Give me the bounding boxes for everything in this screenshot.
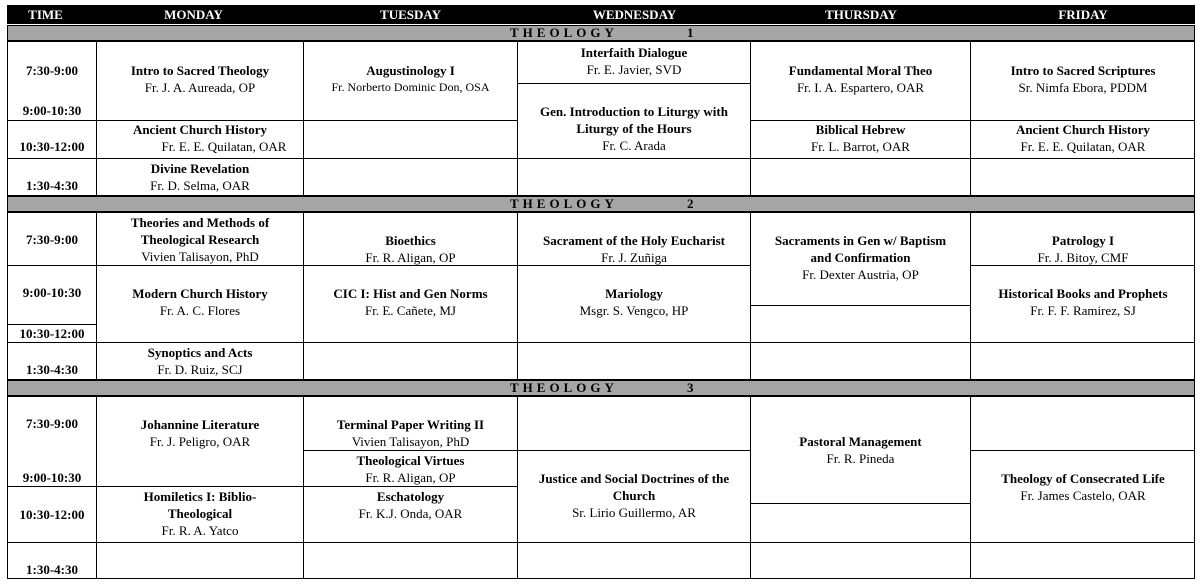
course-cell: [304, 232, 517, 266]
course-professor: Vivien Talisayon, PhD: [351, 434, 470, 449]
band-number: 2: [687, 196, 694, 211]
course-professor: Fr. C. Arada: [602, 138, 666, 153]
course-professor: Fr. Dexter Austria, OP: [802, 267, 919, 282]
row-line: [303, 158, 517, 159]
course-title: Divine Revelation: [150, 161, 250, 176]
course-professor: Fr. E. E. Quilatan, OAR: [1020, 139, 1146, 154]
course-cell: [97, 214, 303, 265]
course-title: Eschatology: [376, 489, 445, 504]
course-professor: Fr. E. Cañete, MJ: [365, 303, 456, 318]
band-theology-1: [7, 25, 1195, 41]
course-professor: Fr. D. Ruiz, SCJ: [157, 362, 243, 377]
course-title: Justice and Social Doctrines of the: [538, 471, 730, 486]
header-tuesday: TUESDAY: [303, 5, 518, 24]
row-line: [303, 486, 517, 487]
course-title: Ancient Church History: [1015, 122, 1151, 137]
course-professor: Fr. R. Pineda: [826, 451, 895, 466]
course-professor: Fr. James Castelo, OAR: [1020, 488, 1146, 503]
band-number: 3: [687, 380, 694, 395]
row-line: [970, 450, 1195, 451]
band-theology-2: [7, 196, 1195, 212]
course-cell: [751, 62, 970, 96]
band-label: THEOLOGY: [510, 25, 618, 40]
header-thursday: THURSDAY: [751, 5, 971, 24]
time-slot: 7:30-9:00: [26, 416, 78, 431]
row-line: [750, 158, 1195, 159]
course-professor: Fr. J. Peligro, OAR: [149, 434, 251, 449]
time-slot: 1:30-4:30: [26, 362, 78, 377]
course-title: Synoptics and Acts: [147, 345, 253, 360]
course-title: Intro to Sacred Theology: [130, 63, 270, 78]
course-title: Homiletics I: Biblio-: [143, 489, 257, 504]
course-title: Theological: [167, 506, 233, 521]
course-cell: [971, 232, 1195, 266]
row-line: [517, 158, 750, 159]
course-cell: [97, 121, 303, 155]
course-cell: [97, 160, 303, 194]
course-title: Biblical Hebrew: [815, 122, 906, 137]
row-line: [750, 503, 970, 504]
course-title: Theological Virtues: [356, 453, 465, 468]
row-line: [303, 450, 517, 451]
course-title: Fundamental Moral Theo: [788, 63, 933, 78]
course-cell: [304, 416, 517, 450]
course-professor: Fr. J. Bitoy, CMF: [1037, 250, 1129, 265]
time-slot: 9:00-10:30: [22, 285, 82, 300]
course-title: Terminal Paper Writing II: [336, 417, 485, 432]
course-title: Johannine Literature: [140, 417, 260, 432]
row-line: [970, 542, 1195, 543]
course-professor: Sr. Lirio Guillermo, AR: [572, 505, 696, 520]
course-cell: [751, 121, 970, 155]
course-cell: [971, 285, 1195, 319]
row-line: [303, 120, 517, 121]
course-title: Mariology: [605, 286, 663, 301]
course-professor: Msgr. S. Vengco, HP: [579, 303, 689, 318]
course-title: Theology of Consecrated Life: [1001, 471, 1165, 486]
time-slot: 1:30-4:30: [26, 178, 78, 193]
header-wednesday: WEDNESDAY: [518, 5, 751, 24]
course-title: Sacraments in Gen w/ Baptism: [774, 233, 947, 248]
course-professor: Fr. J. Zuñiga: [601, 250, 667, 265]
time-slot: 9:00-10:30: [22, 103, 82, 118]
course-cell: [518, 103, 750, 154]
course-cell: [971, 470, 1195, 504]
course-professor: Fr. L. Barrot, OAR: [811, 139, 910, 154]
row-line: [750, 542, 970, 543]
row-line: [517, 83, 750, 84]
course-title: Liturgy of the Hours: [576, 121, 692, 136]
course-cell: [97, 344, 303, 378]
time-slot: 10:30-12:00: [19, 326, 85, 341]
course-cell: [97, 62, 303, 96]
course-title: CIC I: Hist and Gen Norms: [333, 286, 488, 301]
time-slot: 9:00-10:30: [22, 470, 82, 485]
course-title: Augustinology I: [366, 63, 455, 78]
header-monday: MONDAY: [84, 5, 303, 24]
course-professor: Sr. Nimfa Ebora, PDDM: [1018, 80, 1148, 95]
course-cell: [304, 285, 517, 319]
course-cell: [751, 232, 970, 283]
course-professor: Fr. K.J. Onda, OAR: [358, 506, 463, 521]
course-professor: Fr. R. Aligan, OP: [365, 470, 456, 485]
course-title: Theological Research: [140, 232, 260, 247]
col-line: [750, 396, 751, 579]
row-line: [7, 342, 750, 343]
time-slot: 10:30-12:00: [19, 507, 85, 522]
row-line: [750, 305, 970, 306]
course-professor: Fr. E. Javier, SVD: [586, 62, 682, 77]
course-title: Sacrament of the Holy Eucharist: [543, 233, 725, 248]
course-cell: [304, 488, 517, 522]
row-line: [7, 542, 517, 543]
band-label: THEOLOGY: [510, 196, 618, 211]
course-professor: Fr. D. Selma, OAR: [150, 178, 250, 193]
band-label: THEOLOGY: [510, 380, 618, 395]
course-professor: Fr. F. F. Ramirez, SJ: [1030, 303, 1136, 318]
row-line: [517, 450, 750, 451]
row-line: [517, 542, 750, 543]
course-title: Church: [612, 488, 656, 503]
header-time: TIME: [7, 5, 84, 24]
course-cell: [518, 44, 750, 78]
course-title: Modern Church History: [132, 286, 268, 301]
course-professor: Fr. R. A. Yatco: [161, 523, 239, 538]
course-title: Ancient Church History: [132, 122, 268, 137]
time-slot: 7:30-9:00: [26, 232, 78, 247]
course-cell: [304, 62, 517, 96]
course-cell: [971, 121, 1195, 155]
course-title: Pastoral Management: [799, 434, 922, 449]
course-title: Historical Books and Prophets: [998, 286, 1168, 301]
time-slot: 7:30-9:00: [26, 63, 78, 78]
course-cell: [751, 433, 970, 467]
course-professor: Fr. Norberto Dominic Don, OSA: [331, 80, 490, 94]
course-cell: [97, 416, 303, 450]
course-professor: Fr. A. C. Flores: [159, 303, 241, 318]
header-friday: FRIDAY: [971, 5, 1195, 24]
row-line: [750, 342, 1195, 343]
course-cell: [97, 285, 303, 319]
band-number: 1: [687, 25, 694, 40]
course-cell: [971, 62, 1195, 96]
time-slot: 1:30-4:30: [26, 562, 78, 577]
course-title: Intro to Sacred Scriptures: [1010, 63, 1156, 78]
course-title: Patrology I: [1051, 233, 1115, 248]
course-professor: Fr. J. A. Aureada, OP: [144, 80, 256, 95]
course-title: Bioethics: [385, 233, 436, 248]
course-professor: Fr. R. Aligan, OP: [365, 250, 456, 265]
course-professor: Fr. E. E. Quilatan, OAR: [161, 139, 287, 154]
row-line: [7, 158, 303, 159]
course-cell: [518, 470, 750, 521]
course-cell: [97, 488, 303, 539]
course-professor: Fr. I. A. Espartero, OAR: [796, 80, 925, 95]
course-cell: [518, 285, 750, 319]
course-title: Theories and Methods of: [130, 215, 270, 230]
row-line: [7, 324, 96, 325]
course-title: and Confirmation: [810, 250, 911, 265]
band-theology-3: [7, 380, 1195, 396]
course-professor: Vivien Talisayon, PhD: [141, 249, 259, 264]
course-title: Gen. Introduction to Liturgy with: [540, 104, 728, 119]
course-cell: [518, 232, 750, 266]
time-slot: 10:30-12:00: [19, 139, 85, 154]
course-title: Interfaith Dialogue: [580, 45, 688, 60]
row-line: [7, 486, 303, 487]
course-cell: [304, 452, 517, 486]
